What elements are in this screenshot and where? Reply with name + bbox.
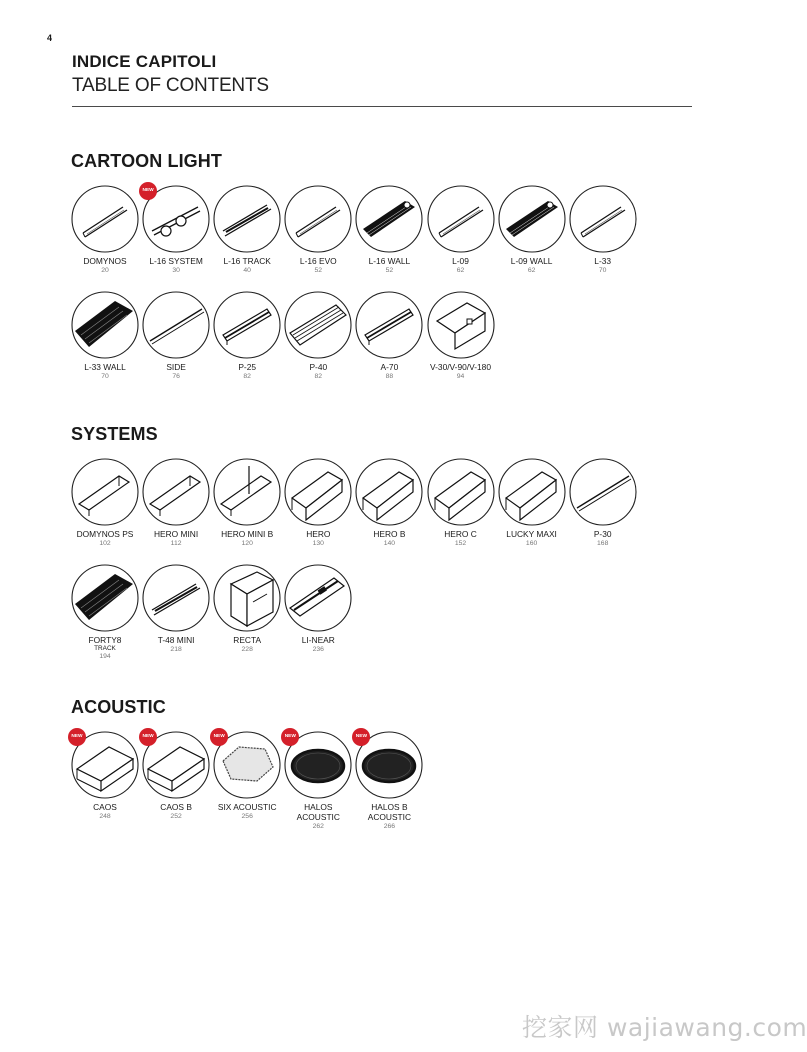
section-acoustic	[71, 697, 691, 830]
page-number: 4	[47, 33, 53, 43]
product-page-number: 168	[597, 540, 609, 547]
product-page-number: 82	[243, 373, 251, 380]
profile-black-wall-icon	[355, 185, 423, 253]
product-page-number: 194	[99, 653, 111, 660]
page-title: INDICE CAPITOLI	[72, 52, 217, 71]
product-item[interactable]	[284, 564, 352, 654]
product-thumbnail	[213, 185, 281, 253]
product-thumbnail	[284, 185, 352, 253]
product-name: HERO	[306, 529, 331, 539]
profile-black-wide-icon	[71, 564, 139, 632]
product-thumbnail	[355, 185, 423, 253]
product-page-number: 102	[99, 540, 111, 547]
product-thumbnail	[355, 458, 423, 526]
product-thumbnail	[355, 291, 423, 359]
product-thumbnail	[569, 458, 637, 526]
product-page-number: 94	[456, 373, 465, 380]
product-name: P-30	[593, 529, 612, 539]
profile-ribbed-icon	[284, 291, 352, 359]
product-thumbnail	[213, 291, 281, 359]
product-thumbnail	[498, 185, 566, 253]
watermark: 挖家网 wajiawang.com	[522, 1013, 807, 1042]
profile-box-clip-icon	[213, 458, 281, 526]
product-thumbnail	[71, 731, 139, 799]
new-badge: NEW	[352, 728, 370, 746]
product-name: DOMYNOS	[83, 256, 127, 266]
product-name: HERO C	[444, 529, 477, 539]
product-thumbnail	[213, 731, 281, 799]
section-title: CARTOON LIGHT	[71, 151, 222, 171]
product-name: P-40	[309, 362, 328, 372]
product-name: P-25	[238, 362, 257, 372]
product-page-number: 256	[241, 813, 253, 820]
product-name: L-09 WALL	[510, 256, 553, 266]
product-page-number: 20	[101, 267, 109, 274]
product-page-number: 30	[172, 267, 180, 274]
product-thumbnail	[142, 291, 210, 359]
product-item[interactable]	[355, 731, 423, 831]
product-name: DOMYNOS PS	[76, 529, 134, 539]
product-page-number: 52	[314, 267, 323, 274]
product-page-number: 236	[312, 646, 324, 653]
product-thumbnail	[142, 185, 210, 253]
product-name: HALOS B	[371, 802, 408, 812]
product-thumbnail	[142, 731, 210, 799]
product-page-number: 130	[312, 540, 324, 547]
product-name: RECTA	[233, 635, 262, 645]
product-name: T-48 MINI	[157, 635, 195, 645]
product-page-number: 218	[170, 646, 182, 653]
product-name: CAOS B	[160, 802, 192, 812]
profile-box-icon	[71, 458, 139, 526]
profile-flat-icon	[569, 185, 637, 253]
profile-channel-icon	[355, 291, 423, 359]
product-name: L-33 WALL	[84, 362, 126, 372]
profile-track-icon	[213, 185, 281, 253]
product-name: L-16 TRACK	[223, 256, 271, 266]
product-page-number: 70	[598, 267, 607, 274]
product-name: L-16 WALL	[368, 256, 411, 266]
product-thumbnail	[213, 458, 281, 526]
profile-black-wall-icon	[498, 185, 566, 253]
product-thumbnail	[142, 458, 210, 526]
product-page-number: 262	[312, 823, 324, 830]
product-page-number: 140	[383, 540, 396, 547]
product-name: A-70	[380, 362, 399, 372]
profile-box-open-icon	[427, 458, 495, 526]
profile-box-open-icon	[284, 458, 352, 526]
product-name: CAOS	[93, 802, 117, 812]
product-page-number: 252	[170, 813, 182, 820]
product-name: V-30/V-90/V-180	[430, 362, 491, 372]
product-name: HERO MINI	[153, 529, 199, 539]
profile-linear-icon	[284, 564, 352, 632]
product-item[interactable]	[569, 458, 637, 548]
product-thumbnail	[71, 185, 139, 253]
product-page-number: 40	[243, 267, 251, 274]
product-name: LI-NEAR	[301, 635, 335, 645]
product-name: L-16 EVO	[299, 256, 337, 266]
product-thumbnail	[427, 291, 495, 359]
product-page-number: 228	[241, 646, 253, 653]
product-name-line2: ACOUSTIC	[367, 812, 412, 822]
product-name: SIDE	[166, 362, 186, 372]
product-thumbnail	[71, 291, 139, 359]
product-thumbnail	[284, 731, 352, 799]
profile-channel-icon	[213, 291, 281, 359]
product-name: FORTY8	[88, 635, 122, 645]
product-page-number: 266	[383, 823, 396, 830]
product-page-number: 120	[241, 540, 253, 547]
product-page-number: 62	[527, 267, 536, 274]
profile-black-wide-icon	[71, 291, 139, 359]
title-divider	[72, 106, 692, 107]
product-name: LUCKY MAXI	[506, 529, 557, 539]
profile-flat-icon	[427, 185, 495, 253]
new-badge: NEW	[210, 728, 228, 746]
product-page-number: 160	[525, 540, 538, 547]
profile-box-open-icon	[355, 458, 423, 526]
product-thumbnail	[71, 564, 139, 632]
profile-track-icon	[142, 564, 210, 632]
product-name: L-16 SYSTEM	[149, 256, 203, 266]
product-name: HERO B	[373, 529, 406, 539]
section-systems	[71, 424, 691, 660]
product-item[interactable]	[71, 564, 139, 661]
new-badge: NEW	[68, 728, 86, 746]
new-badge: NEW	[281, 728, 299, 746]
product-page-number: 248	[99, 813, 111, 820]
section-cartoon-light	[71, 151, 691, 380]
product-thumbnail	[71, 458, 139, 526]
product-page-number: 70	[101, 373, 109, 380]
product-page-number: 52	[385, 267, 394, 274]
product-thumbnail	[284, 458, 352, 526]
product-name: HALOS	[304, 802, 333, 812]
product-thumbnail	[427, 185, 495, 253]
section-title: ACOUSTIC	[71, 697, 166, 717]
profile-flat-icon	[71, 185, 139, 253]
new-badge: NEW	[139, 182, 157, 200]
product-item[interactable]	[427, 291, 495, 381]
product-name: HERO MINI B	[221, 529, 274, 539]
product-name: L-33	[594, 256, 612, 266]
new-badge: NEW	[139, 728, 157, 746]
product-subname: TRACK	[94, 645, 116, 652]
product-item[interactable]	[569, 185, 637, 275]
profile-box-icon	[142, 458, 210, 526]
product-page-number: 82	[314, 373, 323, 380]
profile-thin-icon	[142, 291, 210, 359]
profile-corner-icon	[427, 291, 495, 359]
product-thumbnail	[142, 564, 210, 632]
product-page-number: 62	[456, 267, 465, 274]
section-title: SYSTEMS	[71, 424, 158, 444]
profile-flat-icon	[284, 185, 352, 253]
profile-box-open-icon	[498, 458, 566, 526]
product-thumbnail	[284, 564, 352, 632]
profile-recta-icon	[213, 564, 281, 632]
product-thumbnail	[284, 291, 352, 359]
product-thumbnail	[213, 564, 281, 632]
product-page-number: 112	[170, 540, 182, 547]
page-subtitle: TABLE OF CONTENTS	[72, 75, 269, 96]
product-name-line2: ACOUSTIC	[296, 812, 340, 822]
product-thumbnail	[427, 458, 495, 526]
product-name: L-09	[452, 256, 469, 266]
product-thumbnail	[498, 458, 566, 526]
product-thumbnail	[569, 185, 637, 253]
product-page-number: 76	[172, 373, 180, 380]
product-name: SIX ACOUSTIC	[217, 802, 277, 812]
product-page-number: 152	[454, 540, 467, 547]
profile-thin-icon	[569, 458, 637, 526]
product-page-number: 88	[385, 373, 394, 380]
product-thumbnail	[355, 731, 423, 799]
